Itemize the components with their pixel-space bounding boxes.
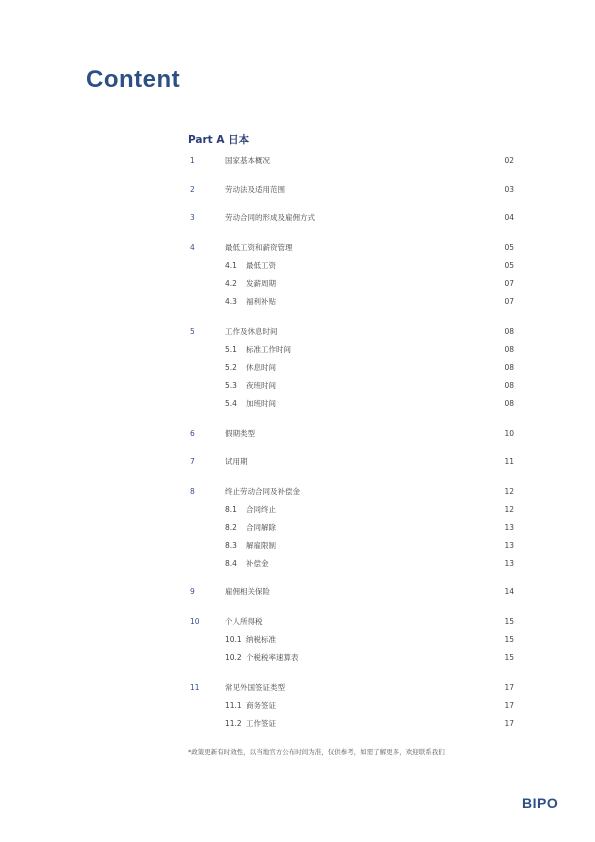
toc-row[interactable] (190, 504, 514, 516)
toc-page-number: 03 (504, 185, 514, 194)
toc-label: 劳动合同的形成及雇佣方式 (225, 213, 315, 222)
toc-number: 8.3 (225, 541, 237, 550)
toc-label: 解雇限制 (246, 541, 276, 550)
toc-number: 8.1 (225, 505, 237, 514)
toc-label: 试用期 (225, 457, 248, 466)
toc-number: 10.2 (225, 653, 242, 662)
toc-number: 5.4 (225, 399, 237, 408)
toc-page-number: 17 (504, 719, 514, 728)
toc-row[interactable] (190, 486, 514, 498)
toc-label: 工作及休息时间 (225, 327, 278, 336)
toc-page-number: 08 (504, 381, 514, 390)
toc-label: 常见外国签证类型 (225, 683, 285, 692)
toc-number: 4.3 (225, 297, 237, 306)
toc-page-number: 13 (504, 523, 514, 532)
toc-page-number: 07 (504, 279, 514, 288)
toc-number: 8.4 (225, 559, 237, 568)
toc-row[interactable] (190, 456, 514, 468)
toc-row[interactable] (190, 718, 514, 730)
toc-page-number: 15 (504, 653, 514, 662)
toc-row[interactable] (190, 362, 514, 374)
footnote: *政策更新有时效性，以当地官方公布时间为准，仅供参考，如需了解更多，欢迎联系我们 (188, 748, 445, 756)
toc-number: 5.1 (225, 345, 237, 354)
toc-number: 3 (190, 213, 195, 222)
toc-page-number: 17 (504, 683, 514, 692)
toc-page-number: 12 (504, 487, 514, 496)
toc-row[interactable] (190, 428, 514, 440)
toc-page-number: 02 (504, 156, 514, 165)
toc-label: 休息时间 (246, 363, 276, 372)
toc-label: 纳税标准 (246, 635, 276, 644)
toc-row[interactable] (190, 586, 514, 598)
toc-page-number: 11 (504, 457, 514, 466)
toc-label: 发薪周期 (246, 279, 276, 288)
toc-page-number: 13 (504, 559, 514, 568)
toc-number: 8.2 (225, 523, 237, 532)
toc-page-number: 08 (504, 399, 514, 408)
toc-label: 最低工资和薪资管理 (225, 243, 293, 252)
toc-number: 5.3 (225, 381, 237, 390)
toc-row[interactable] (190, 616, 514, 628)
part-heading: Part A 日本 (188, 134, 250, 146)
toc-page-number: 08 (504, 345, 514, 354)
toc-page-number: 14 (504, 587, 514, 596)
toc-label: 国家基本概况 (225, 156, 270, 165)
toc-page-number: 05 (504, 243, 514, 252)
toc-label: 个人所得税 (225, 617, 263, 626)
toc-row[interactable] (190, 326, 514, 338)
toc-row[interactable] (190, 278, 514, 290)
toc-label: 个税税率速算表 (246, 653, 299, 662)
toc-number: 4.2 (225, 279, 237, 288)
toc-page-number: 15 (504, 635, 514, 644)
toc-number: 2 (190, 185, 195, 194)
page-title: Content (86, 66, 181, 93)
toc-number: 8 (190, 487, 195, 496)
toc-row[interactable] (190, 682, 514, 694)
toc-row[interactable] (190, 242, 514, 254)
toc-number: 11.2 (225, 719, 242, 728)
toc-page-number: 05 (504, 261, 514, 270)
toc-page-number: 13 (504, 541, 514, 550)
toc-number: 10.1 (225, 635, 242, 644)
toc-number: 5 (190, 327, 195, 336)
toc-page-number: 08 (504, 363, 514, 372)
toc-number: 4 (190, 243, 195, 252)
toc-row[interactable] (190, 212, 514, 224)
toc-number: 4.1 (225, 261, 237, 270)
toc-page-number: 04 (504, 213, 514, 222)
toc-number: 9 (190, 587, 195, 596)
toc-label: 工作签证 (246, 719, 276, 728)
toc-number: 6 (190, 429, 195, 438)
toc-label: 补偿金 (246, 559, 269, 568)
toc-row[interactable] (190, 540, 514, 552)
toc-number: 1 (190, 156, 195, 165)
toc-label: 福利补贴 (246, 297, 276, 306)
toc-label: 最低工资 (246, 261, 276, 270)
toc-row[interactable] (190, 344, 514, 356)
toc-number: 5.2 (225, 363, 237, 372)
toc-number: 11.1 (225, 701, 242, 710)
toc-number: 11 (190, 683, 200, 692)
toc-page-number: 08 (504, 327, 514, 336)
toc-row[interactable] (190, 296, 514, 308)
toc-page-number: 12 (504, 505, 514, 514)
toc-row[interactable] (190, 700, 514, 712)
toc-label: 加班时间 (246, 399, 276, 408)
toc-row[interactable] (190, 634, 514, 646)
toc-label: 雇佣相关保险 (225, 587, 270, 596)
toc-page-number: 15 (504, 617, 514, 626)
toc-label: 标准工作时间 (246, 345, 291, 354)
toc-row[interactable] (190, 184, 514, 196)
toc-label: 终止劳动合同及补偿金 (225, 487, 300, 496)
toc-label: 假期类型 (225, 429, 255, 438)
toc-number: 10 (190, 617, 200, 626)
toc-label: 合同终止 (246, 505, 276, 514)
toc-row[interactable] (190, 652, 514, 664)
toc-page-number: 10 (504, 429, 514, 438)
toc-page-number: 07 (504, 297, 514, 306)
toc-label: 商务签证 (246, 701, 276, 710)
toc-row[interactable] (190, 398, 514, 410)
toc-row[interactable] (190, 155, 514, 167)
toc-row[interactable] (190, 260, 514, 272)
toc-label: 合同解除 (246, 523, 276, 532)
toc-row[interactable] (190, 522, 514, 534)
toc-row[interactable] (190, 380, 514, 392)
toc-row[interactable] (190, 558, 514, 570)
toc-number: 7 (190, 457, 195, 466)
toc-label: 夜班时间 (246, 381, 276, 390)
toc-label: 劳动法及适用范围 (225, 185, 285, 194)
bipo-logo: BIPO (522, 795, 559, 811)
toc-page-number: 17 (504, 701, 514, 710)
